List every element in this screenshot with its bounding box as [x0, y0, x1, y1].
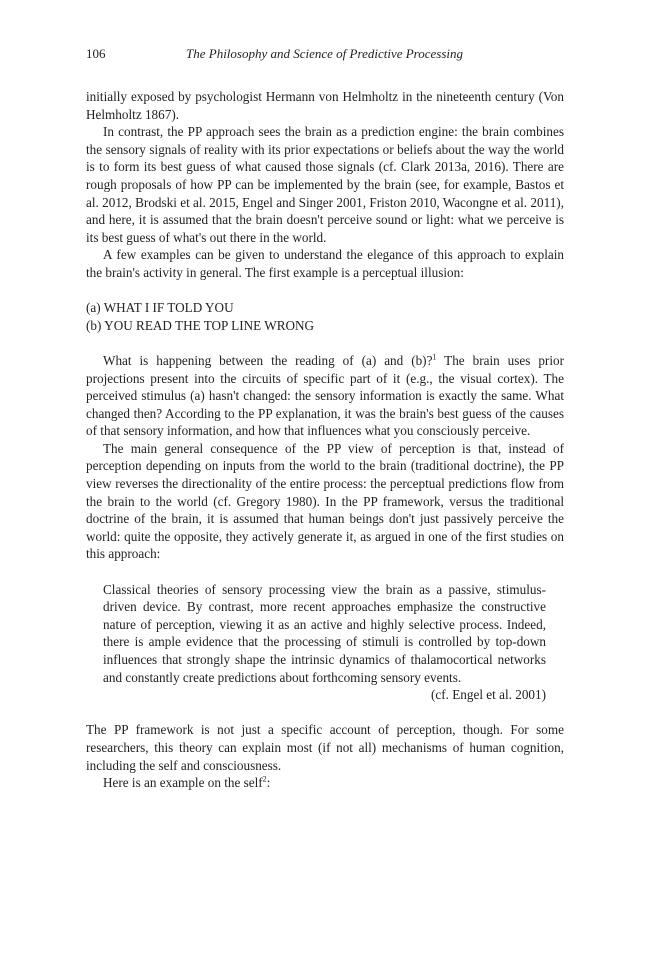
- block-quote: [103, 581, 546, 704]
- paragraph-4-start: What is happening between the reading of (a) and (b)?: [103, 352, 433, 368]
- paragraph-5: The main general consequence of the PP view of perception is that, instead of perception depending on inputs from the world to the brain (traditional doctrine), the PP view reverses the directionality of the entire process: the perceptual predictions flow from the brain to the world (cf. Gregory 1980). In the PP framework, versus the traditional doctrine of the brain, it is assumed that human beings don't just passively perceive the world: quite the opposite, they actively generate it, as argued in one of the first studies on this approach:: [86, 440, 564, 562]
- paragraph-1: initially exposed by psychologist Hermann von Helmholtz in the nineteenth century (Von Helmholtz 1867).: [86, 89, 564, 122]
- page-body: [86, 88, 564, 792]
- footnote-marker-2: 2: [262, 774, 267, 784]
- example-a: (a) WHAT I IF TOLD YOU: [86, 300, 234, 316]
- paragraph-7: [86, 774, 564, 792]
- paragraph-6: The PP framework is not just a specific account of perception, though. For some researchers, this theory can explain most (if not all) mechanisms of human cognition, including the self and consciousness.: [86, 722, 564, 773]
- running-title: The Philosophy and Science of Predictive Processing: [186, 46, 464, 61]
- illusion-examples: [86, 299, 564, 334]
- footnote-marker-1: 1: [432, 352, 437, 362]
- example-b: (b) YOU READ THE TOP LINE WRONG: [86, 317, 315, 333]
- spacer: [86, 563, 564, 581]
- spacer: [86, 334, 564, 352]
- paragraph-2: In contrast, the PP approach sees the brain as a prediction engine: the brain combines the sensory signals of reality with its prior expectations or beliefs about the way the world is to form its best guess of what caused those signals (cf. Clark 2013a, 2016). There are rough proposals of how PP can be implemented by the brain (see, for example, Bastos et al. 2012, Brodski et al. 2015, Engel and Singer 2001, Friston 2010, Wacongne et al. 2011), and here, it is assumed that the brain doesn't perceive sound or light: what we perceive is its best guess of what's out there in the world.: [86, 124, 564, 245]
- paragraph-4-rest: The brain uses prior projections present into the circuits of specific part of it (e.g., the visual cortex). The perceived stimulus (a) hasn't changed: the sensory information is exactly the same. What changed then? According to the PP explanation, it was the brain's best guess of the causes of that sensory information, and how that influences what you consciously perceive.: [86, 352, 564, 439]
- paragraph-7-end: :: [266, 775, 271, 791]
- spacer: [86, 704, 564, 722]
- paragraph-4: [86, 352, 564, 440]
- running-head: [86, 46, 564, 66]
- page-number: 106: [86, 46, 106, 61]
- paragraph-7-start: Here is an example on the self: [103, 775, 263, 791]
- paragraph-3: A few examples can be given to understand the elegance of this approach to explain the brain's activity in general. The first example is a perceptual illusion:: [86, 247, 564, 280]
- block-quote-text: Classical theories of sensory processing view the brain as a passive, stimulus-driven device. By contrast, more recent approaches emphasize the constructive nature of perception, viewing it as an active and highly selective process. Indeed, there is ample evidence that the processing of stimuli is controlled by top-down influences that strongly shape the intrinsic dynamics of thalamocortical networks and constantly create predictions about forthcoming sensory events.: [103, 581, 546, 685]
- spacer: [86, 282, 564, 300]
- block-quote-citation: (cf. Engel et al. 2001): [431, 687, 546, 703]
